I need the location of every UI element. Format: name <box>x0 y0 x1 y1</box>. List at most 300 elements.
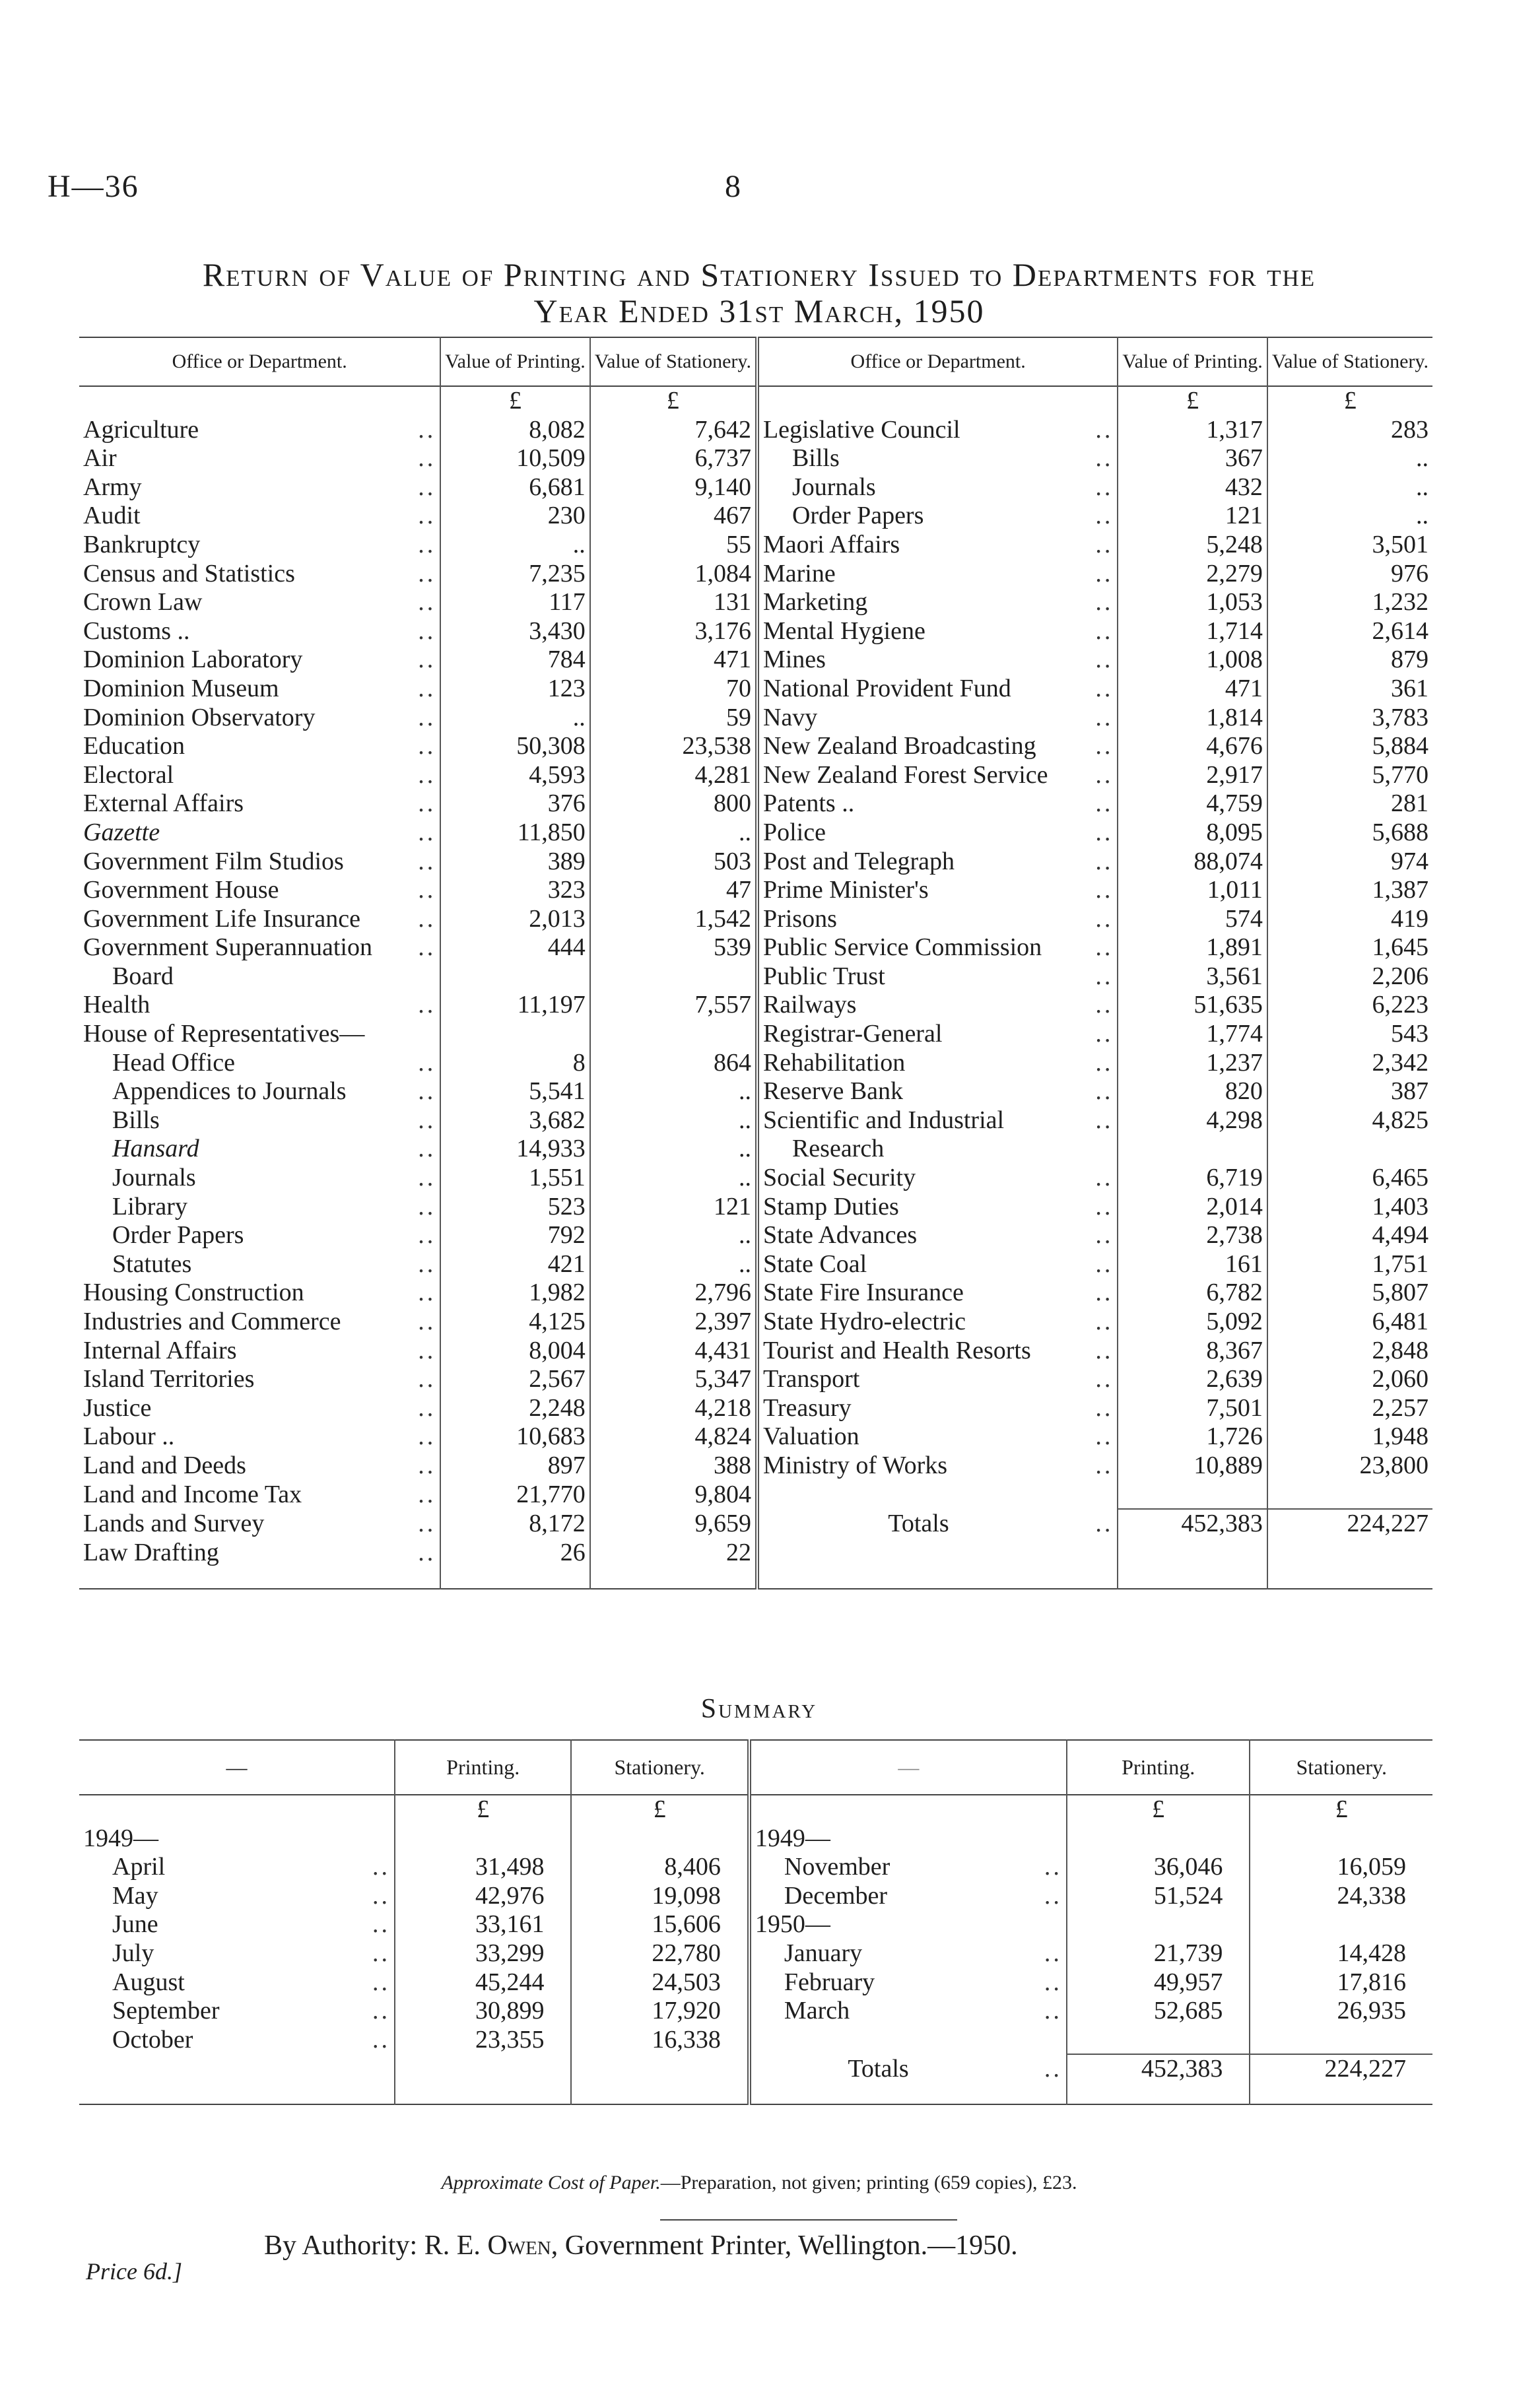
leader-dots: .. <box>418 904 436 933</box>
table-row <box>79 761 1432 790</box>
leader-dots: .. <box>418 617 436 645</box>
leader-dots: .. <box>372 2025 390 2054</box>
leader-dots: .. <box>418 876 436 904</box>
leader-dots: .. <box>418 1250 436 1278</box>
table-row <box>79 1394 1432 1423</box>
table-row <box>79 1279 1432 1308</box>
department-name: Journals <box>791 473 876 501</box>
table-row <box>79 732 1432 761</box>
stationery-value: 9,140 <box>590 473 757 502</box>
stationery-value: 4,825 <box>1267 1106 1432 1135</box>
printing-value: 8,367 <box>1118 1337 1267 1366</box>
printing-value: 10,889 <box>1118 1452 1267 1481</box>
printing-value: 4,298 <box>1118 1106 1267 1135</box>
printing-value: 10,683 <box>440 1422 589 1452</box>
page-title-line-1: Return of Value of Printing and Stationery Issued to Departments for the <box>202 256 1316 293</box>
stationery-value: .. <box>590 819 757 848</box>
department-name: Treasury <box>762 1393 852 1422</box>
stationery-value: 1,232 <box>1267 588 1432 617</box>
stationery-value: 388 <box>590 1452 757 1481</box>
month-label: August <box>112 1968 185 1996</box>
printing-value <box>1067 1824 1250 1854</box>
printing-value: 3,430 <box>440 617 589 646</box>
leader-dots <box>401 962 440 991</box>
printing-value: 42,976 <box>395 1882 571 1911</box>
stationery-value: 6,223 <box>1267 991 1432 1020</box>
empty-cell <box>757 1481 1078 1510</box>
stationery-value: 26,935 <box>1250 1997 1432 2026</box>
printing-value: 31,498 <box>395 1853 571 1882</box>
department-name: New Zealand Broadcasting <box>762 732 1036 760</box>
printing-value: 820 <box>1118 1077 1267 1106</box>
stationery-value: 24,503 <box>571 1968 749 1997</box>
leader-dots: .. <box>418 1538 436 1566</box>
department-name: National Provident Fund <box>762 674 1011 702</box>
stationery-value: 387 <box>1267 1077 1432 1106</box>
leader-dots: .. <box>418 415 436 444</box>
stationery-value: 15,606 <box>571 1910 749 1939</box>
leader-dots: .. <box>1095 818 1114 846</box>
empty-cell <box>395 2054 571 2104</box>
stationery-value: .. <box>590 1135 757 1164</box>
table-row <box>79 1106 1432 1135</box>
printing-value: 1,317 <box>1118 416 1267 445</box>
department-name: Air <box>83 444 117 473</box>
printing-value: 10,509 <box>440 444 589 473</box>
printing-value: 6,681 <box>440 473 589 502</box>
summary-header-printing-left: Printing. <box>395 1740 571 1795</box>
empty-cell <box>79 2054 333 2104</box>
totals-printing: 452,383 <box>1118 1509 1267 1539</box>
stationery-value: 3,783 <box>1267 704 1432 733</box>
leader-dots: .. <box>418 588 436 617</box>
empty-cell <box>1118 1539 1267 1589</box>
leader-dots: .. <box>1095 1279 1114 1307</box>
leader-dots <box>1078 1135 1118 1164</box>
printing-value: 2,013 <box>440 905 589 934</box>
empty-cell <box>1067 2026 1250 2055</box>
stationery-value: .. <box>590 1250 757 1279</box>
printing-value: 36,046 <box>1067 1853 1250 1882</box>
printing-value: 121 <box>1118 502 1267 531</box>
stationery-value: 70 <box>590 675 757 704</box>
leader-dots: .. <box>1095 1365 1114 1393</box>
department-name: Industries and Commerce <box>83 1308 341 1335</box>
leader-dots: .. <box>418 1279 436 1307</box>
header-stationery-left: Value of Stationery. <box>590 337 757 386</box>
summary-table <box>79 1739 1432 2105</box>
price-label: Price 6d.] <box>86 2258 182 2285</box>
summary-row <box>79 1968 1432 1997</box>
printing-value <box>395 1824 571 1854</box>
leader-dots: .. <box>1095 530 1114 558</box>
department-name: Post and Telegraph <box>762 847 955 875</box>
paper-cost-note <box>66 2172 1452 2194</box>
summary-header-blank-left: — <box>226 1755 248 1779</box>
leader-dots: .. <box>1095 473 1114 501</box>
printing-value: .. <box>440 531 589 560</box>
table-row <box>79 1049 1432 1078</box>
empty-cell <box>1078 1481 1118 1510</box>
department-name: Appendices to Journals <box>112 1077 347 1106</box>
leader-dots: .. <box>372 1853 390 1881</box>
department-name: Legislative Council <box>762 415 960 444</box>
stationery-value <box>590 962 757 991</box>
table-row <box>79 1337 1432 1366</box>
department-name: Island Territories <box>83 1365 255 1393</box>
table-row <box>79 1509 1432 1539</box>
printing-value: 3,682 <box>440 1106 589 1135</box>
stationery-value: 23,538 <box>590 732 757 761</box>
leader-dots: .. <box>418 991 436 1019</box>
leader-dots: .. <box>372 1910 390 1939</box>
printing-value: 2,917 <box>1118 761 1267 790</box>
leader-dots: .. <box>418 559 436 587</box>
table-row <box>79 991 1432 1020</box>
leader-dots: .. <box>418 789 436 818</box>
leader-dots: .. <box>372 1939 390 1967</box>
empty-cell <box>757 1539 1078 1589</box>
leader-dots: .. <box>1095 1077 1114 1106</box>
leader-dots: .. <box>418 1221 436 1250</box>
leader-dots: .. <box>418 646 436 674</box>
stationery-value: 2,796 <box>590 1279 757 1308</box>
stationery-value: 16,059 <box>1250 1853 1432 1882</box>
leader-dots <box>1005 1910 1067 1939</box>
leader-dots: .. <box>418 1393 436 1422</box>
table-row <box>79 416 1432 445</box>
department-name: Land and Deeds <box>83 1451 246 1479</box>
leader-dots: .. <box>418 732 436 760</box>
footer-divider <box>660 2219 957 2221</box>
department-name: Land and Income Tax <box>83 1480 302 1508</box>
month-label: May <box>112 1881 158 1910</box>
empty-cell <box>1250 2026 1432 2055</box>
stationery-value: 6,465 <box>1267 1164 1432 1193</box>
empty-cell <box>1267 1539 1432 1589</box>
department-name: Lands and Survey <box>83 1509 265 1537</box>
leader-dots: .. <box>418 530 436 558</box>
leader-dots: .. <box>1095 1192 1114 1221</box>
leader-dots: .. <box>1044 1853 1062 1881</box>
leader-dots: .. <box>1095 847 1114 875</box>
printing-value: 8,004 <box>440 1337 589 1366</box>
paper-cost-label: Approximate Cost of Paper. <box>441 2172 661 2193</box>
stationery-value: 7,557 <box>590 991 757 1020</box>
printing-value: 88,074 <box>1118 848 1267 877</box>
stationery-value: 8,406 <box>571 1853 749 1882</box>
stationery-value <box>590 1020 757 1049</box>
header-office-left: Office or Department. <box>172 351 347 372</box>
department-name: Gazette <box>83 818 160 846</box>
month-label: June <box>112 1910 158 1939</box>
printing-value: 123 <box>440 675 589 704</box>
stationery-value: 23,800 <box>1267 1452 1432 1481</box>
stationery-value: 2,257 <box>1267 1394 1432 1423</box>
summary-row <box>79 1910 1432 1939</box>
leader-dots: .. <box>1095 1308 1114 1335</box>
department-name: Labour .. <box>83 1422 175 1451</box>
department-name: Census and Statistics <box>83 559 295 587</box>
department-name: House of Representatives— <box>83 1020 365 1048</box>
department-name: Health <box>83 991 151 1019</box>
table-row <box>79 1077 1432 1106</box>
leader-dots: .. <box>418 1480 436 1508</box>
leader-dots: .. <box>418 1135 436 1163</box>
department-name: Internal Affairs <box>83 1336 237 1364</box>
leader-dots <box>401 1020 440 1049</box>
summary-header-stationery-right: Stationery. <box>1250 1740 1432 1795</box>
stationery-value: 4,281 <box>590 761 757 790</box>
table-row <box>79 444 1432 473</box>
department-name: Valuation <box>762 1422 859 1451</box>
month-label: December <box>784 1881 888 1910</box>
department-name: Government Film Studios <box>83 847 344 875</box>
department-name: Statutes <box>112 1250 192 1278</box>
leader-dots: .. <box>372 1997 390 2025</box>
leader-dots: .. <box>418 818 436 846</box>
stationery-value: .. <box>1267 444 1432 473</box>
department-name: Marine <box>762 559 836 587</box>
currency-symbol: £ <box>1267 386 1432 416</box>
printing-value: 897 <box>440 1452 589 1481</box>
stationery-value: 976 <box>1267 560 1432 589</box>
summary-title: Summary <box>700 1694 818 1724</box>
stationery-value: 3,501 <box>1267 531 1432 560</box>
printing-value: 51,524 <box>1067 1882 1250 1911</box>
table-header-row <box>79 337 1432 386</box>
printing-value: 45,244 <box>395 1968 571 1997</box>
month-label: 1949— <box>755 1824 830 1852</box>
totals-stationery: 224,227 <box>1267 1509 1432 1539</box>
department-name: Navy <box>762 703 818 731</box>
table-row <box>79 560 1432 589</box>
stationery-value: 1,403 <box>1267 1193 1432 1222</box>
month-label: November <box>784 1853 891 1881</box>
leader-dots: .. <box>1095 1106 1114 1134</box>
empty-cell <box>571 2054 749 2104</box>
leader-dots: .. <box>1095 933 1114 962</box>
table-row <box>79 502 1432 531</box>
summary-totals-label: Totals <box>848 2054 909 2083</box>
stationery-value: .. <box>1267 473 1432 502</box>
stationery-value: 800 <box>590 789 757 819</box>
leader-dots: .. <box>1095 789 1114 818</box>
department-name: New Zealand Forest Service <box>762 760 1048 789</box>
leader-dots: .. <box>1095 732 1114 760</box>
summary-header-stationery-left: Stationery. <box>571 1740 749 1795</box>
paper-cost-text: —Preparation, not given; printing (659 copies), £23. <box>660 2172 1077 2193</box>
printing-value: 792 <box>440 1221 589 1250</box>
stationery-value: 131 <box>590 588 757 617</box>
leader-dots: .. <box>1095 1422 1114 1451</box>
stationery-value <box>571 1824 749 1854</box>
stationery-value: 1,645 <box>1267 933 1432 962</box>
currency-symbol: £ <box>440 386 589 416</box>
leader-dots: .. <box>1095 1020 1114 1048</box>
leader-dots: .. <box>418 1308 436 1335</box>
printing-value: 523 <box>440 1193 589 1222</box>
table-row <box>79 1481 1432 1510</box>
printing-value: 33,161 <box>395 1910 571 1939</box>
stationery-value: 2,397 <box>590 1308 757 1337</box>
currency-symbol: £ <box>1118 386 1267 416</box>
leader-dots: .. <box>1044 1968 1062 1996</box>
stationery-value: 22 <box>590 1539 757 1589</box>
leader-dots: .. <box>1095 415 1114 444</box>
printing-value: 1,891 <box>1118 933 1267 962</box>
stationery-value: 55 <box>590 531 757 560</box>
table-row <box>79 675 1432 704</box>
stationery-value: 5,770 <box>1267 761 1432 790</box>
stationery-value: 2,848 <box>1267 1337 1432 1366</box>
printing-value: 2,248 <box>440 1394 589 1423</box>
leader-dots: .. <box>418 933 436 962</box>
printing-value: 1,714 <box>1118 617 1267 646</box>
stationery-value: 1,542 <box>590 905 757 934</box>
currency-symbol: £ <box>590 386 757 416</box>
printing-value: 376 <box>440 789 589 819</box>
stationery-value: 1,948 <box>1267 1422 1432 1452</box>
printing-value: 323 <box>440 876 589 905</box>
department-name: Railways <box>762 991 857 1019</box>
department-name: Board <box>112 962 174 990</box>
department-name: Law Drafting <box>83 1538 219 1566</box>
printing-value: 1,982 <box>440 1279 589 1308</box>
printing-value: 5,092 <box>1118 1308 1267 1337</box>
leader-dots: .. <box>1095 559 1114 587</box>
table-row <box>79 1539 1432 1589</box>
summary-row <box>79 2026 1432 2055</box>
leader-dots: .. <box>1095 1509 1114 1537</box>
leader-dots: .. <box>1095 1048 1114 1077</box>
department-name: State Coal <box>762 1250 867 1278</box>
leader-dots: .. <box>1095 760 1114 789</box>
stationery-value <box>1250 1910 1432 1939</box>
stationery-value: 5,347 <box>590 1365 757 1394</box>
printing-value <box>440 962 589 991</box>
department-name: Bankruptcy <box>83 530 201 558</box>
leader-dots: .. <box>1044 1997 1062 2025</box>
table-row <box>79 905 1432 934</box>
month-label: September <box>112 1997 220 2025</box>
month-label: 1949— <box>83 1824 158 1852</box>
department-name: Police <box>762 818 826 846</box>
department-name: Social Security <box>762 1164 916 1192</box>
stationery-value: 14,428 <box>1250 1939 1432 1968</box>
printing-value: 5,541 <box>440 1077 589 1106</box>
printing-value: 21,770 <box>440 1481 589 1510</box>
summary-row <box>79 1882 1432 1911</box>
department-name: Mines <box>762 646 826 674</box>
table-row <box>79 1452 1432 1481</box>
table-row <box>79 617 1432 646</box>
month-label: July <box>112 1939 154 1967</box>
printing-value: 4,593 <box>440 761 589 790</box>
leader-dots: .. <box>1044 2054 1062 2083</box>
table-row <box>79 933 1432 962</box>
leader-dots: .. <box>418 760 436 789</box>
leader-dots: .. <box>372 1968 390 1996</box>
department-name: Government Life Insurance <box>83 904 360 933</box>
leader-dots: .. <box>1095 1336 1114 1364</box>
printing-value: 6,719 <box>1118 1164 1267 1193</box>
printing-value: 1,237 <box>1118 1049 1267 1078</box>
department-name: Housing Construction <box>83 1279 304 1307</box>
stationery-value: 6,737 <box>590 444 757 473</box>
department-name: Dominion Laboratory <box>83 646 303 674</box>
stationery-value: 3,176 <box>590 617 757 646</box>
summary-table-body <box>79 1795 1432 2104</box>
stationery-value: 5,688 <box>1267 819 1432 848</box>
stationery-value: .. <box>590 1164 757 1193</box>
stationery-value: 16,338 <box>571 2026 749 2055</box>
authority-name: R. E. Owen, <box>424 2230 558 2261</box>
table-row <box>79 962 1432 991</box>
leader-dots: .. <box>418 674 436 702</box>
leader-dots: .. <box>418 1451 436 1479</box>
department-name: Head Office <box>112 1048 236 1077</box>
department-name: State Hydro-electric <box>762 1308 966 1335</box>
leader-dots <box>333 1824 395 1854</box>
stationery-value: .. <box>590 1106 757 1135</box>
department-name: Education <box>83 732 185 760</box>
summary-row <box>79 2054 1432 2104</box>
stationery-value: .. <box>590 1221 757 1250</box>
leader-dots: .. <box>1044 1881 1062 1910</box>
stationery-value: 281 <box>1267 789 1432 819</box>
leader-dots: .. <box>418 473 436 501</box>
stationery-value: 503 <box>590 848 757 877</box>
printing-value <box>1118 1135 1267 1164</box>
stationery-value: 283 <box>1267 416 1432 445</box>
table-row <box>79 646 1432 675</box>
header-stationery-right: Value of Stationery. <box>1267 337 1432 386</box>
leader-dots: .. <box>1095 646 1114 674</box>
stationery-value: 6,481 <box>1267 1308 1432 1337</box>
department-name: Journals <box>112 1164 196 1192</box>
summary-row <box>79 1939 1432 1968</box>
leader-dots: .. <box>1095 876 1114 904</box>
leader-dots: .. <box>418 1048 436 1077</box>
department-name: Agriculture <box>83 415 199 444</box>
leader-dots: .. <box>1095 1164 1114 1192</box>
leader-dots: .. <box>1095 1221 1114 1250</box>
leader-dots: .. <box>1044 1939 1062 1967</box>
totals-label: Totals <box>888 1509 949 1537</box>
department-name: Public Service Commission <box>762 933 1042 962</box>
stationery-value: 9,804 <box>590 1481 757 1510</box>
stationery-value: 2,342 <box>1267 1049 1432 1078</box>
department-name: External Affairs <box>83 789 244 818</box>
department-name: Audit <box>83 502 141 530</box>
stationery-value: 361 <box>1267 675 1432 704</box>
printing-value: 1,814 <box>1118 704 1267 733</box>
summary-header-blank-right: — <box>898 1755 920 1779</box>
stationery-value: 974 <box>1267 848 1432 877</box>
stationery-value: 9,659 <box>590 1509 757 1539</box>
month-label: February <box>784 1968 875 1996</box>
table-row <box>79 1135 1432 1164</box>
leader-dots: .. <box>1095 962 1114 990</box>
department-name: Maori Affairs <box>762 530 900 558</box>
currency-symbol: £ <box>571 1795 749 1824</box>
department-name: Justice <box>83 1393 152 1422</box>
printing-value: 2,279 <box>1118 560 1267 589</box>
printing-value: 1,551 <box>440 1164 589 1193</box>
summary-header-printing-right: Printing. <box>1067 1740 1250 1795</box>
leader-dots: .. <box>1095 904 1114 933</box>
